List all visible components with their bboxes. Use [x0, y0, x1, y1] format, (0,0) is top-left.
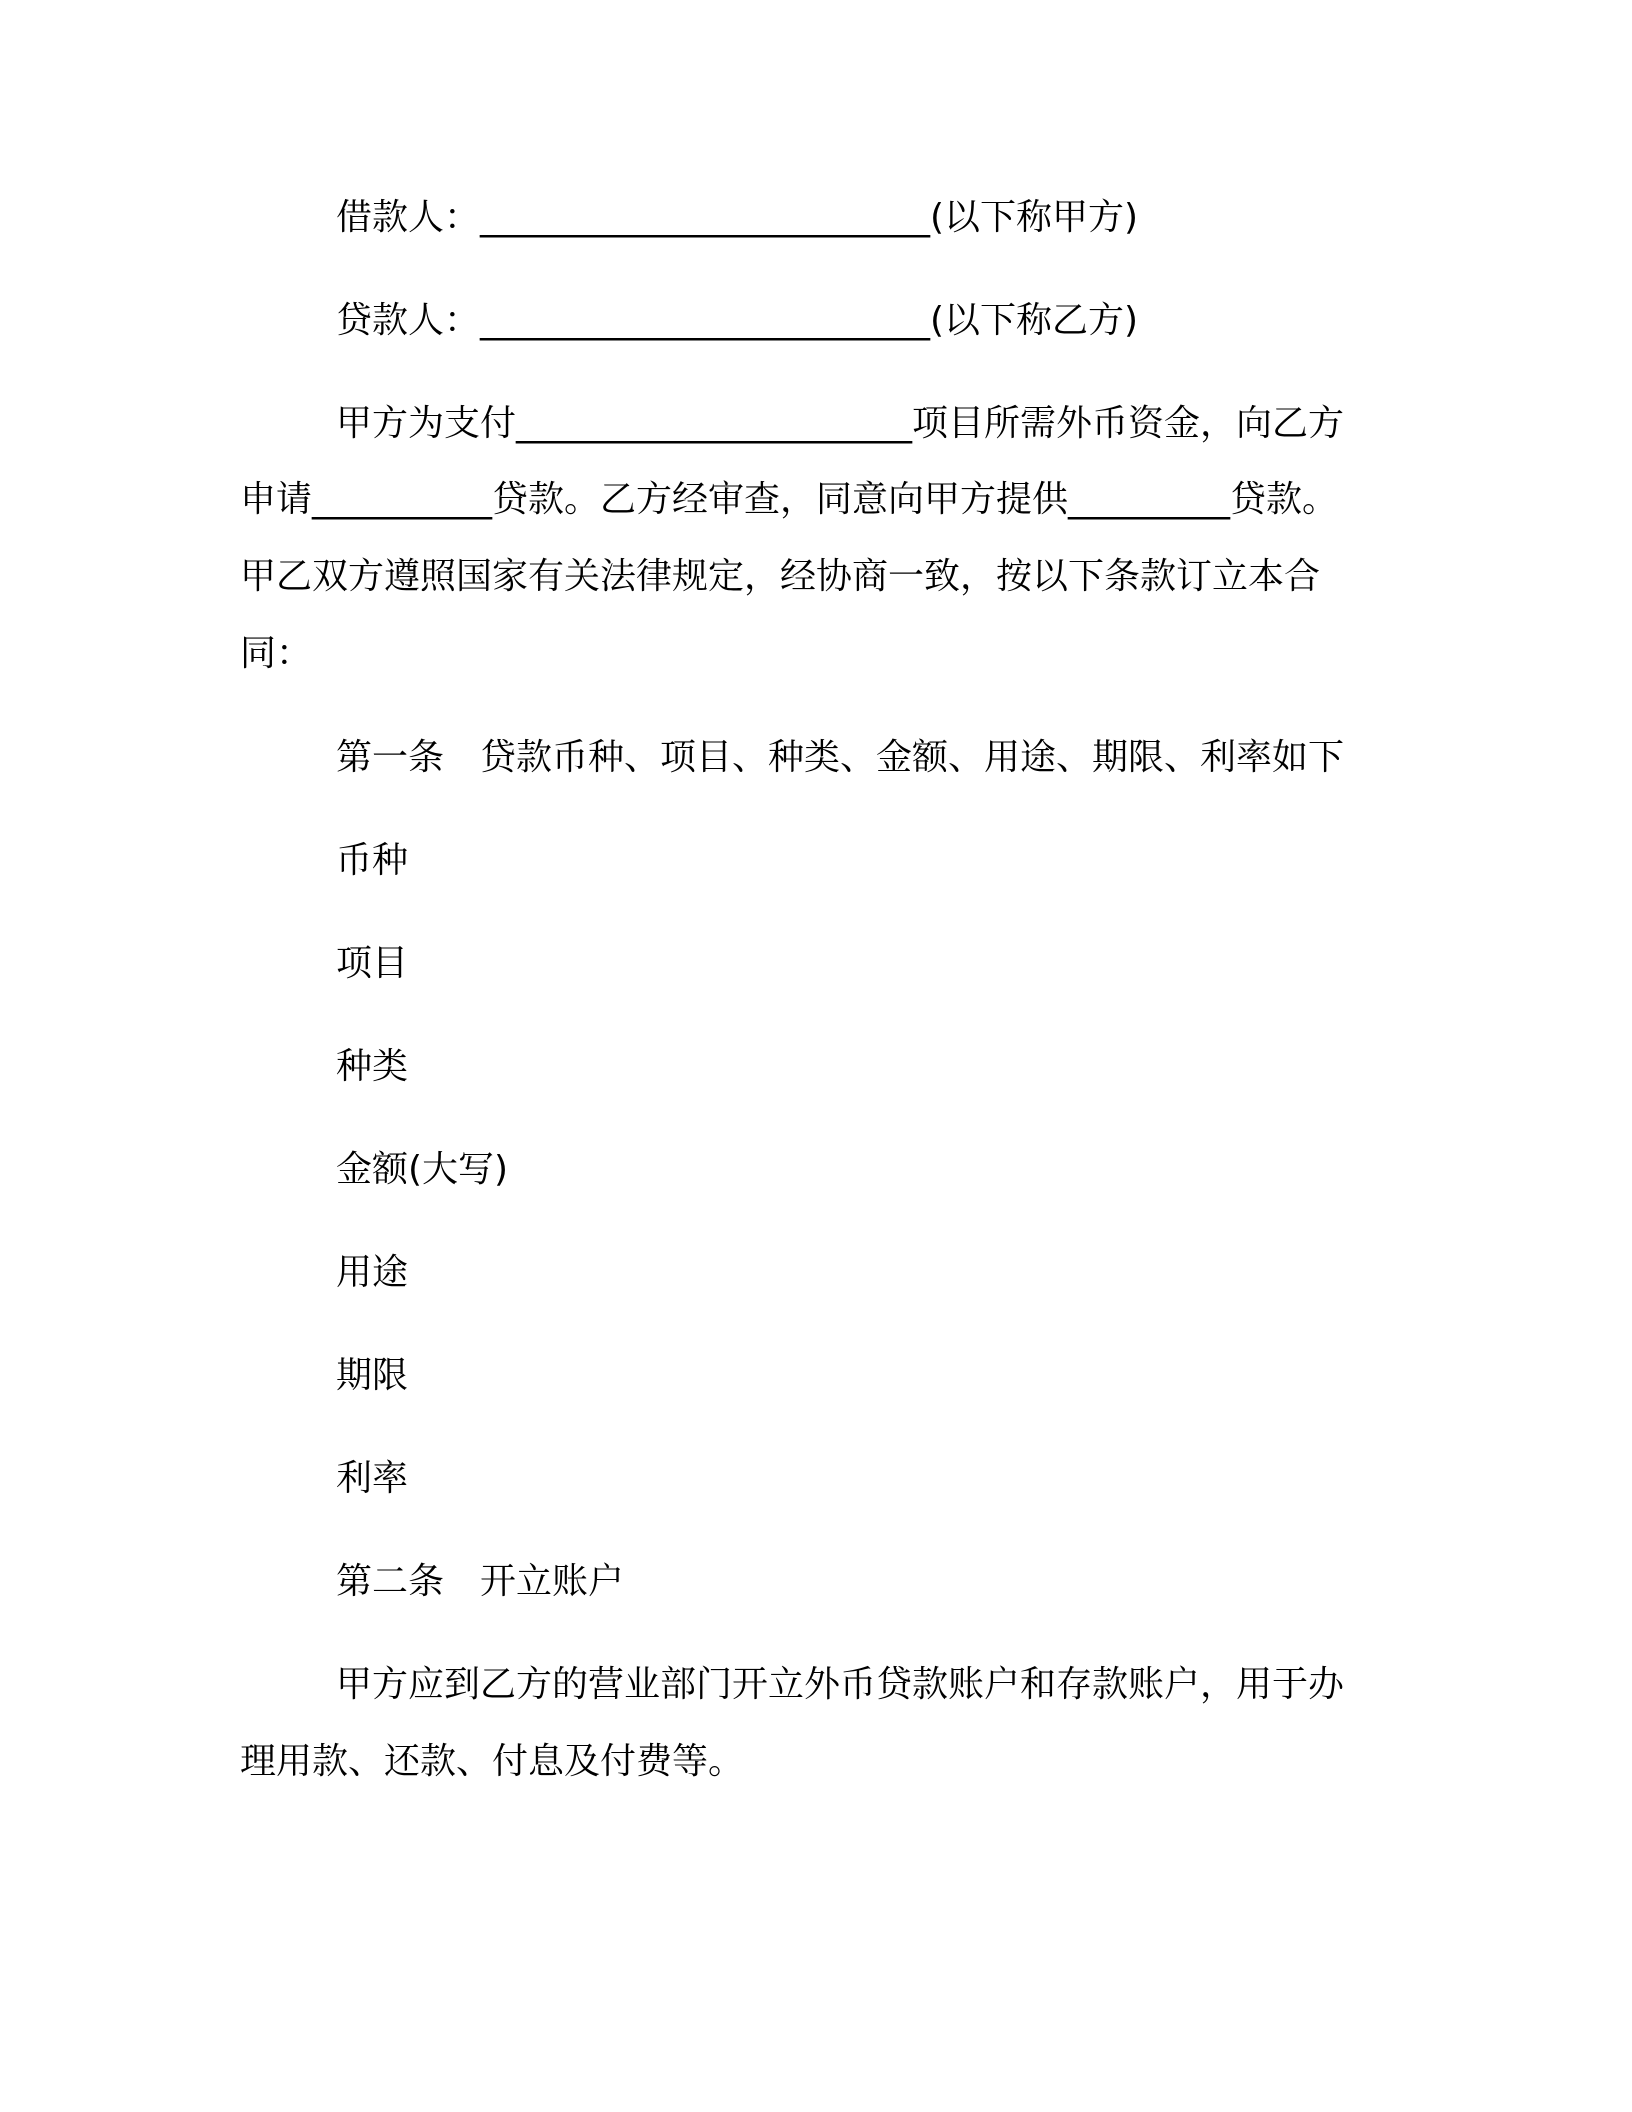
lender-line: 贷款人：_________________________(以下称乙方) — [336, 300, 1139, 341]
contract-page — [240, 0, 1400, 2112]
field-purpose: 用途 — [336, 1252, 409, 1293]
preamble-line-2: 申请__________贷款。乙方经审查，同意向甲方提供_________贷款。 — [240, 479, 1339, 520]
field-interest-rate: 利率 — [336, 1458, 409, 1499]
preamble-line-1: 甲方为支付______________________项目所需外币资金，向乙方 — [336, 403, 1345, 444]
article2-body-line-1: 甲方应到乙方的营业部门开立外币贷款账户和存款账户，用于办 — [336, 1664, 1345, 1705]
field-amount: 金额(大写) — [336, 1149, 509, 1190]
borrower-line: 借款人：_________________________(以下称甲方) — [336, 197, 1139, 238]
field-term: 期限 — [336, 1355, 409, 1396]
field-type: 种类 — [336, 1046, 409, 1087]
field-currency: 币种 — [336, 840, 409, 881]
preamble-line-3: 甲乙双方遵照国家有关法律规定，经协商一致，按以下条款订立本合 — [240, 556, 1321, 597]
article1-heading: 第一条 贷款币种、项目、种类、金额、用途、期限、利率如下 — [336, 737, 1345, 778]
article2-body-line-2: 理用款、还款、付息及付费等。 — [240, 1741, 745, 1782]
field-project: 项目 — [336, 943, 409, 984]
preamble-line-4: 同： — [240, 633, 313, 674]
article2-heading: 第二条 开立账户 — [336, 1561, 625, 1602]
